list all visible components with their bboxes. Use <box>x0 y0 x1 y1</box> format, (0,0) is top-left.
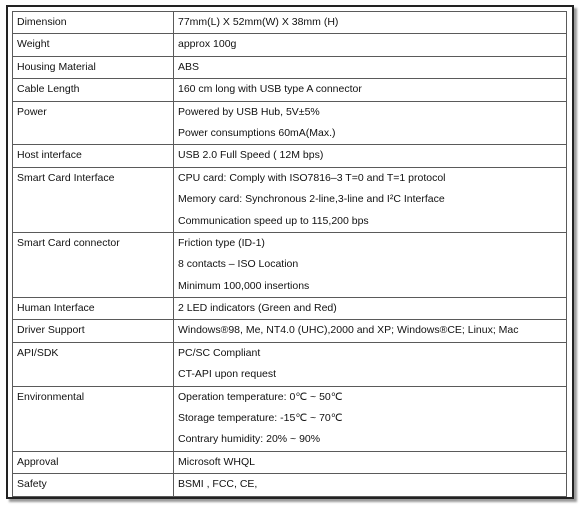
spec-value-cell <box>174 167 567 232</box>
spec-label: Human Interface <box>17 302 95 315</box>
spec-value-cell <box>174 12 567 34</box>
spec-label: API/SDK <box>17 346 59 359</box>
spec-value: ABS <box>178 60 200 73</box>
spec-value-cell <box>174 320 567 342</box>
spec-label-cell <box>13 232 174 297</box>
spec-label-cell <box>13 56 174 78</box>
spec-value: Contrary humidity: 20% ~ 90% <box>178 433 321 446</box>
spec-label: Cable Length <box>17 83 80 96</box>
spec-label: Safety <box>17 478 47 491</box>
spec-value-cell <box>174 79 567 101</box>
spec-value: PC/SC Compliant <box>178 346 261 359</box>
spec-row <box>13 342 567 386</box>
spec-row <box>13 320 567 342</box>
spec-row <box>13 167 567 232</box>
spec-row <box>13 101 567 145</box>
spec-value: 77mm(L) X 52mm(W) X 38mm (H) <box>178 16 339 28</box>
spec-value: approx 100g <box>178 38 237 51</box>
spec-label: Approval <box>17 455 59 468</box>
spec-value-cell <box>174 56 567 78</box>
spec-label: Driver Support <box>17 324 85 337</box>
spec-row <box>13 12 567 34</box>
spec-label-cell <box>13 451 174 473</box>
spec-row <box>13 34 567 56</box>
spec-value-cell <box>174 342 567 386</box>
spec-value-cell <box>174 232 567 297</box>
spec-value: Friction type (ID-1) <box>178 236 265 249</box>
spec-label: Smart Card connector <box>17 236 120 249</box>
spec-table <box>12 11 567 497</box>
spec-row <box>13 232 567 297</box>
spec-table-frame <box>6 5 574 499</box>
spec-value-cell <box>174 34 567 56</box>
spec-label: Weight <box>17 38 50 51</box>
spec-row <box>13 386 567 451</box>
spec-label-cell <box>13 101 174 145</box>
spec-value: BSMI , FCC, CE, <box>178 478 258 491</box>
spec-value-cell <box>174 145 567 167</box>
spec-value: 2 LED indicators (Green and Red) <box>178 302 337 315</box>
spec-value: 8 contacts – ISO Location <box>178 258 299 271</box>
spec-value: CPU card: Comply with ISO7816–3 T=0 and T=1 protocol <box>178 171 446 184</box>
spec-label-cell <box>13 320 174 342</box>
spec-row <box>13 298 567 320</box>
spec-row <box>13 145 567 167</box>
spec-label-cell <box>13 474 174 496</box>
spec-value: Powered by USB Hub, 5V±5% <box>178 105 320 118</box>
spec-value: Power consumptions 60mA(Max.) <box>178 126 336 139</box>
spec-value: 160 cm long with USB type A connector <box>178 83 362 96</box>
spec-label-cell <box>13 79 174 101</box>
spec-row <box>13 79 567 101</box>
spec-value-cell <box>174 298 567 320</box>
spec-value-cell <box>174 386 567 451</box>
spec-value-cell <box>174 101 567 145</box>
spec-label-cell <box>13 12 174 34</box>
spec-value: Minimum 100,000 insertions <box>178 279 310 292</box>
spec-value: Microsoft WHQL <box>178 455 256 468</box>
spec-row <box>13 451 567 473</box>
spec-value: CT-API upon request <box>178 368 277 381</box>
spec-value-cell <box>174 451 567 473</box>
spec-label: Environmental <box>17 390 85 403</box>
spec-value: Memory card: Synchronous 2-line,3-line and I²C Interface <box>178 193 445 206</box>
spec-label: Dimension <box>17 16 67 28</box>
spec-label: Host interface <box>17 149 82 162</box>
spec-label-cell <box>13 298 174 320</box>
spec-value-cell <box>174 474 567 496</box>
spec-row <box>13 56 567 78</box>
spec-label: Power <box>17 105 47 118</box>
spec-label-cell <box>13 342 174 386</box>
spec-label: Housing Material <box>17 60 96 73</box>
spec-value: USB 2.0 Full Speed ( 12M bps) <box>178 149 324 162</box>
spec-row <box>13 474 567 496</box>
spec-label-cell <box>13 34 174 56</box>
spec-value: Windows®98, Me, NT4.0 (UHC),2000 and XP; Windows®CE; Linux; Mac <box>178 324 519 337</box>
spec-label-cell <box>13 386 174 451</box>
spec-table-body <box>13 12 567 497</box>
spec-value: Communication speed up to 115,200 bps <box>178 214 369 227</box>
spec-label: Smart Card Interface <box>17 171 115 184</box>
spec-label-cell <box>13 167 174 232</box>
spec-value: Operation temperature: 0℃ ~ 50℃ <box>178 390 343 403</box>
spec-label-cell <box>13 145 174 167</box>
spec-value: Storage temperature: -15℃ ~ 70℃ <box>178 412 343 425</box>
